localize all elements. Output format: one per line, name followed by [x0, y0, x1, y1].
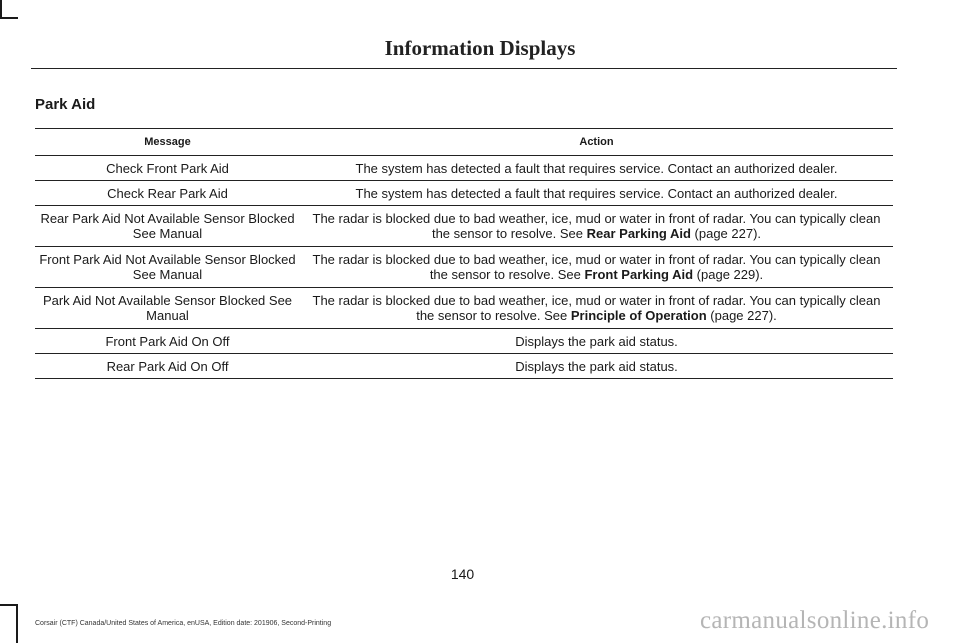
crop-mark-bottom-left-v — [16, 604, 18, 643]
crop-mark-top-left-h — [0, 17, 18, 19]
message-cell: Front Park Aid On Off — [35, 329, 300, 354]
crop-mark-top-left-v — [0, 0, 2, 18]
action-cell: The system has detected a fault that requires service. Contact an authorized dealer. — [300, 156, 893, 181]
table-row — [35, 247, 893, 288]
action-text: The radar is blocked due to bad weather, ice, mud or water in front of radar. You can typically clean the sensor to resolve. See — [312, 211, 881, 241]
table-row — [35, 156, 893, 181]
cross-reference-page: (page 229). — [696, 267, 764, 282]
page-number: 140 — [450, 566, 475, 582]
cross-reference-link[interactable]: Principle of Operation — [570, 308, 707, 323]
message-cell: Check Front Park Aid — [35, 156, 300, 181]
action-cell: Displays the park aid status. — [300, 329, 893, 354]
action-cell — [300, 206, 893, 247]
message-cell: Rear Park Aid Not Available Sensor Blocked See Manual — [35, 206, 300, 247]
section-title: Park Aid — [35, 96, 96, 113]
table-row — [35, 181, 893, 206]
cross-reference-link[interactable]: Front Parking Aid — [584, 267, 694, 282]
column-header-message: Message — [35, 129, 300, 156]
page-title: Information Displays — [384, 36, 576, 60]
header-rule — [31, 68, 897, 69]
action-cell — [300, 288, 893, 329]
edition-footer: Corsair (CTF) Canada/United States of America, enUSA, Edition date: 201906, Second-Printing — [35, 620, 332, 627]
table-header-row — [35, 129, 893, 156]
table-row — [35, 354, 893, 379]
cross-reference-page: (page 227). — [710, 308, 777, 323]
action-cell: Displays the park aid status. — [300, 354, 893, 379]
park-aid-table — [35, 128, 893, 379]
column-header-action: Action — [300, 129, 893, 156]
message-cell: Front Park Aid Not Available Sensor Blocked See Manual — [35, 247, 300, 288]
watermark: carmanualsonline.info — [700, 607, 930, 634]
action-text: The radar is blocked due to bad weather, ice, mud or water in front of radar. You can typically clean the sensor to resolve. See — [312, 252, 881, 282]
cross-reference-page: (page 227). — [694, 226, 762, 241]
message-cell: Check Rear Park Aid — [35, 181, 300, 206]
table-row — [35, 206, 893, 247]
table-row — [35, 288, 893, 329]
table-row — [35, 329, 893, 354]
action-cell — [300, 247, 893, 288]
action-text: The radar is blocked due to bad weather, ice, mud or water in front of radar. You can typically clean the sensor to resolve. See — [312, 293, 881, 323]
cross-reference-link[interactable]: Rear Parking Aid — [586, 226, 691, 241]
message-cell: Park Aid Not Available Sensor Blocked See Manual — [35, 288, 300, 329]
message-cell: Rear Park Aid On Off — [35, 354, 300, 379]
action-cell: The system has detected a fault that requires service. Contact an authorized dealer. — [300, 181, 893, 206]
